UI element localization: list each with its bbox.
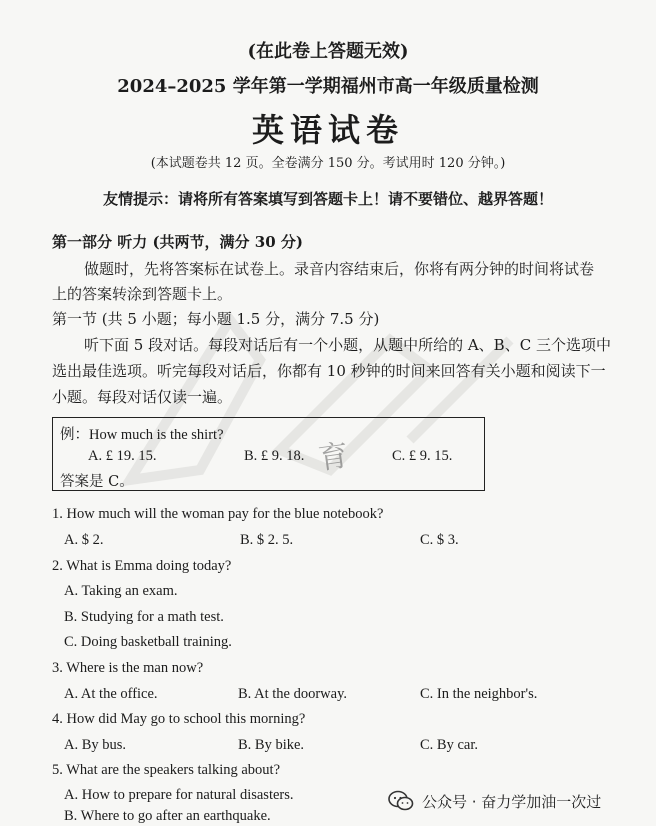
section1-line3: 小题。每段对话仅读一遍。	[52, 388, 233, 406]
example-option-a: A. £ 19. 15.	[88, 448, 157, 464]
q3-option-a: A. At the office.	[64, 686, 158, 702]
example-option-c: C. £ 9. 15.	[392, 448, 453, 464]
exam-info: (本试题卷共 12 页。全卷满分 150 分。考试用时 120 分钟。)	[150, 156, 506, 171]
exam-headline: 2024–2025 学年第一学期福州市高一年级质量检测	[117, 76, 539, 97]
question-1: 1. How much will the woman pay for the blue notebook?	[52, 506, 384, 522]
q4-option-c: C. By car.	[420, 737, 478, 753]
section1-line2: 选出最佳选项。听完每段对话后，你都有 10 秒钟的时间来回答有关小题和阅读下一	[52, 362, 606, 380]
friendly-tip: 友情提示：请将所有答案填写到答题卡上！请不要错位、越界答题！	[102, 190, 553, 208]
q4-option-b: B. By bike.	[238, 737, 305, 753]
q2-option-b: B. Studying for a math test.	[64, 609, 224, 625]
section1-line1: 听下面 5 段对话。每段对话后有一个小题，从题中所给的 A、B、C 三个选项中	[84, 336, 611, 354]
footer-label: 公众号 · 奋力学加油一次过	[422, 792, 602, 811]
part1-heading: 第一部分 听力 (共两节，满分 30 分)	[52, 233, 303, 251]
example-answer: 答案是 C。	[60, 474, 134, 490]
q2-option-a: A. Taking an exam.	[64, 583, 178, 599]
q1-option-c: C. $ 3.	[420, 532, 459, 548]
invalid-answer-note: (在此卷上答题无效)	[247, 41, 409, 62]
question-4: 4. How did May go to school this morning?	[52, 711, 306, 727]
question-2: 2. What is Emma doing today?	[52, 558, 232, 574]
wechat-icon	[388, 790, 414, 812]
section1-heading: 第一节 (共 5 小题；每小题 1.5 分，满分 7.5 分)	[52, 310, 380, 328]
q3-option-c: C. In the neighbor's.	[420, 686, 538, 702]
example-option-b: B. £ 9. 18.	[244, 448, 305, 464]
wechat-footer	[388, 788, 601, 814]
q1-option-a: A. $ 2.	[64, 532, 104, 548]
exam-title: 英语试卷	[251, 111, 404, 149]
part1-intro-line2: 上的答案转涂到答题卡上。	[52, 285, 233, 303]
question-5: 5. What are the speakers talking about?	[52, 762, 281, 778]
stamp-mark: 育	[316, 438, 351, 477]
q3-option-b: B. At the doorway.	[238, 686, 348, 702]
question-3: 3. Where is the man now?	[52, 660, 204, 676]
q5-option-b: B. Where to go after an earthquake.	[64, 808, 271, 824]
q5-option-a: A. How to prepare for natural disasters.	[64, 787, 294, 803]
q1-option-b: B. $ 2. 5.	[240, 532, 294, 548]
q2-option-c: C. Doing basketball training.	[64, 634, 232, 650]
example-question: 例：How much is the shirt?	[60, 427, 224, 443]
part1-intro-line1: 做题时，先将答案标在试卷上。录音内容结束后，你将有两分钟的时间将试卷	[84, 260, 595, 278]
q4-option-a: A. By bus.	[64, 737, 127, 753]
